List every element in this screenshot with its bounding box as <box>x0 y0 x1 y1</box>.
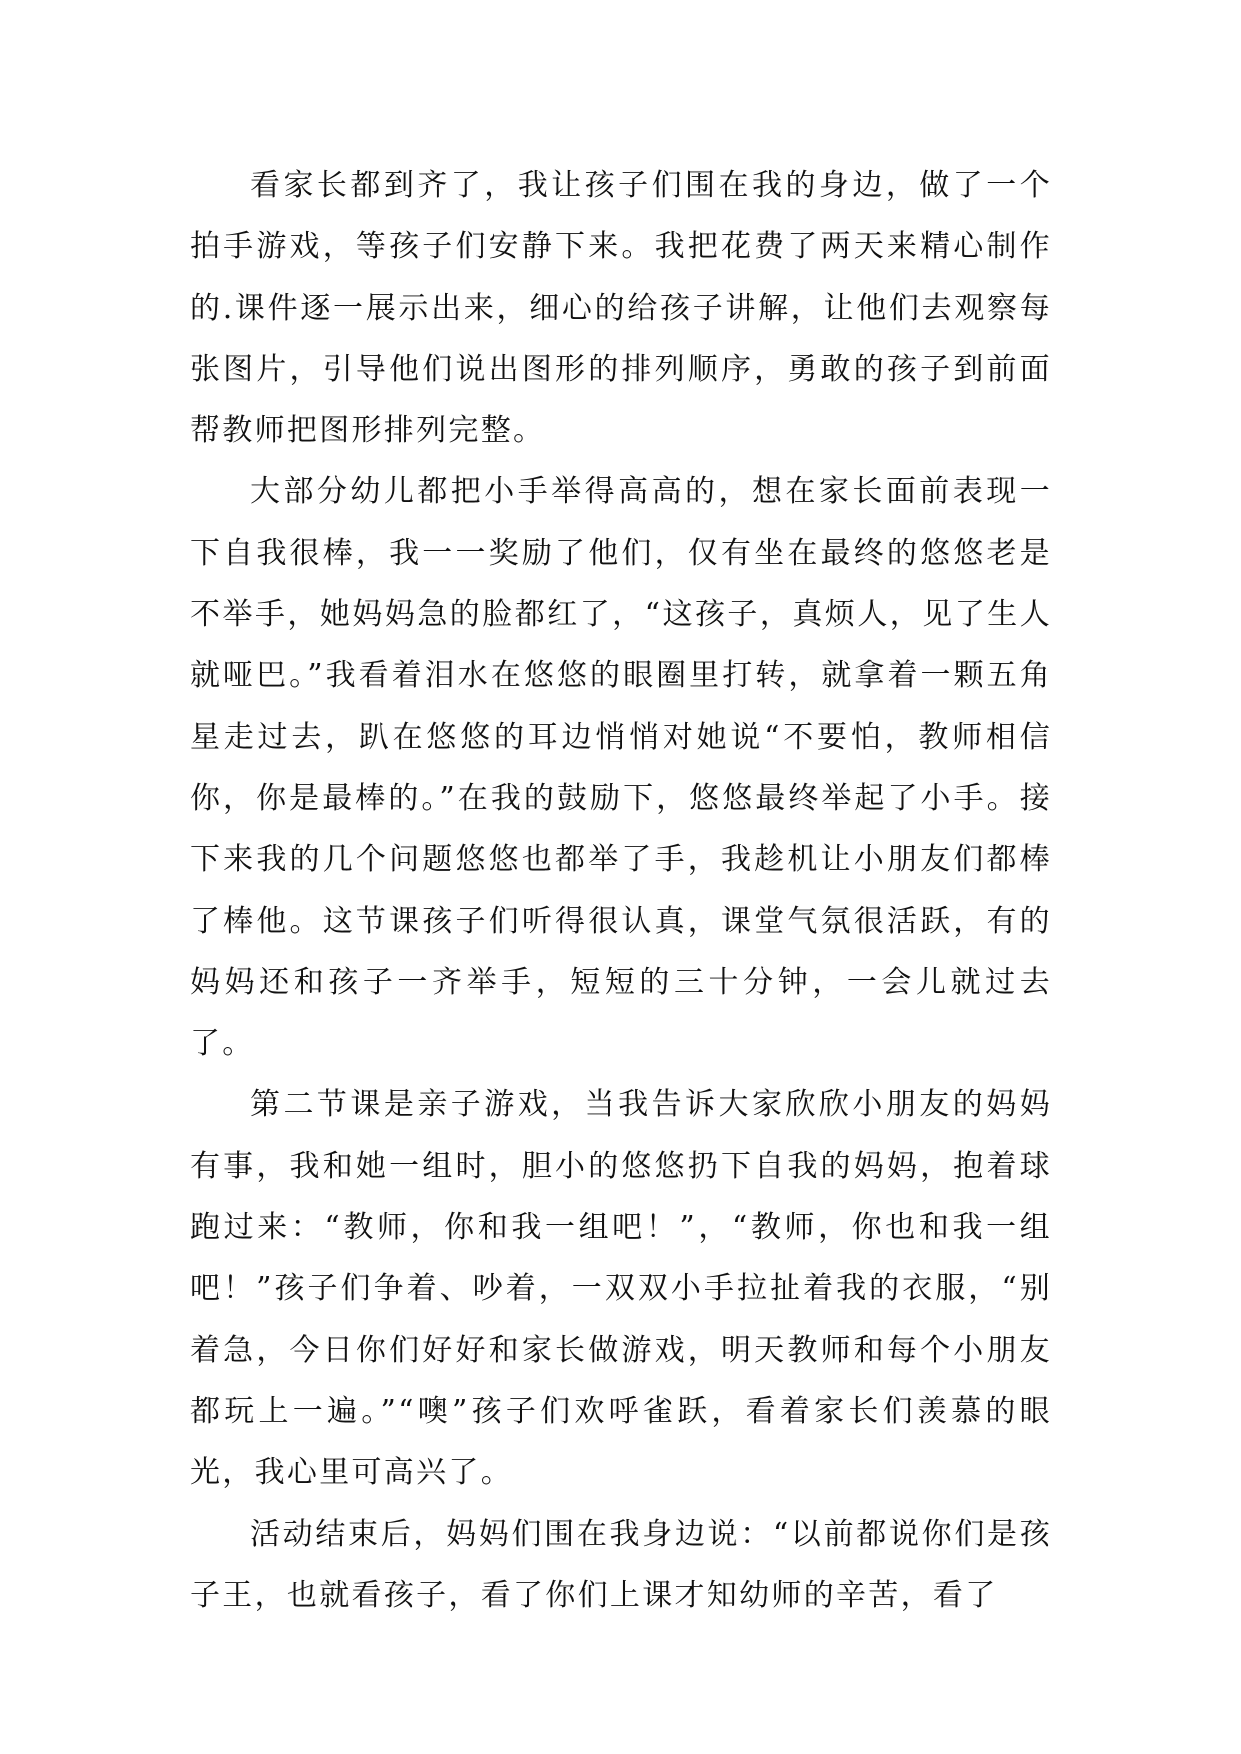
paragraph-3: 第二节课是亲子游戏，当我告诉大家欣欣小朋友的妈妈有事，我和她一组时，胆小的悠悠扔下自我的妈妈，抱着球跑过来：“教师，你和我一组吧！”，“教师，你也和我一组吧！”孩子们争着、吵着，一双双小手拉扯着我的衣服，“别着急，今日你们好好和家长做游戏，明天教师和每个小朋友都玩上一遍。”“噢”孩子们欢呼雀跃，看着家长们羡慕的眼光，我心里可高兴了。 <box>190 1087 1052 1491</box>
paragraph-4: 活动结束后，妈妈们围在我身边说：“以前都说你们是孩子王，也就看孩子，看了你们上课才知幼师的辛苦，看了 <box>190 1516 1052 1613</box>
document-body <box>190 155 1052 1626</box>
paragraph-2: 大部分幼儿都把小手举得高高的，想在家长面前表现一下自我很棒，我一一奖励了他们，仅有坐在最终的悠悠老是不举手，她妈妈急的脸都红了，“这孩子，真烦人，见了生人就哑巴。”我看着泪水在悠悠的眼圈里打转，就拿着一颗五角星走过去，趴在悠悠的耳边悄悄对她说“不要怕，教师相信你，你是最棒的。”在我的鼓励下，悠悠最终举起了小手。接下来我的几个问题悠悠也都举了手，我趁机让小朋友们都棒了棒他。这节课孩子们听得很认真，课堂气氛很活跃，有的妈妈还和孩子一齐举手，短短的三十分钟，一会儿就过去了。 <box>190 474 1052 1062</box>
paragraph-1: 看家长都到齐了，我让孩子们围在我的身边，做了一个拍手游戏，等孩子们安静下来。我把花费了两天来精心制作的.课件逐一展示出来，细心的给孩子讲解，让他们去观察每张图片，引导他们说出图形的排列顺序，勇敢的孩子到前面帮教师把图形排列完整。 <box>190 168 1052 449</box>
